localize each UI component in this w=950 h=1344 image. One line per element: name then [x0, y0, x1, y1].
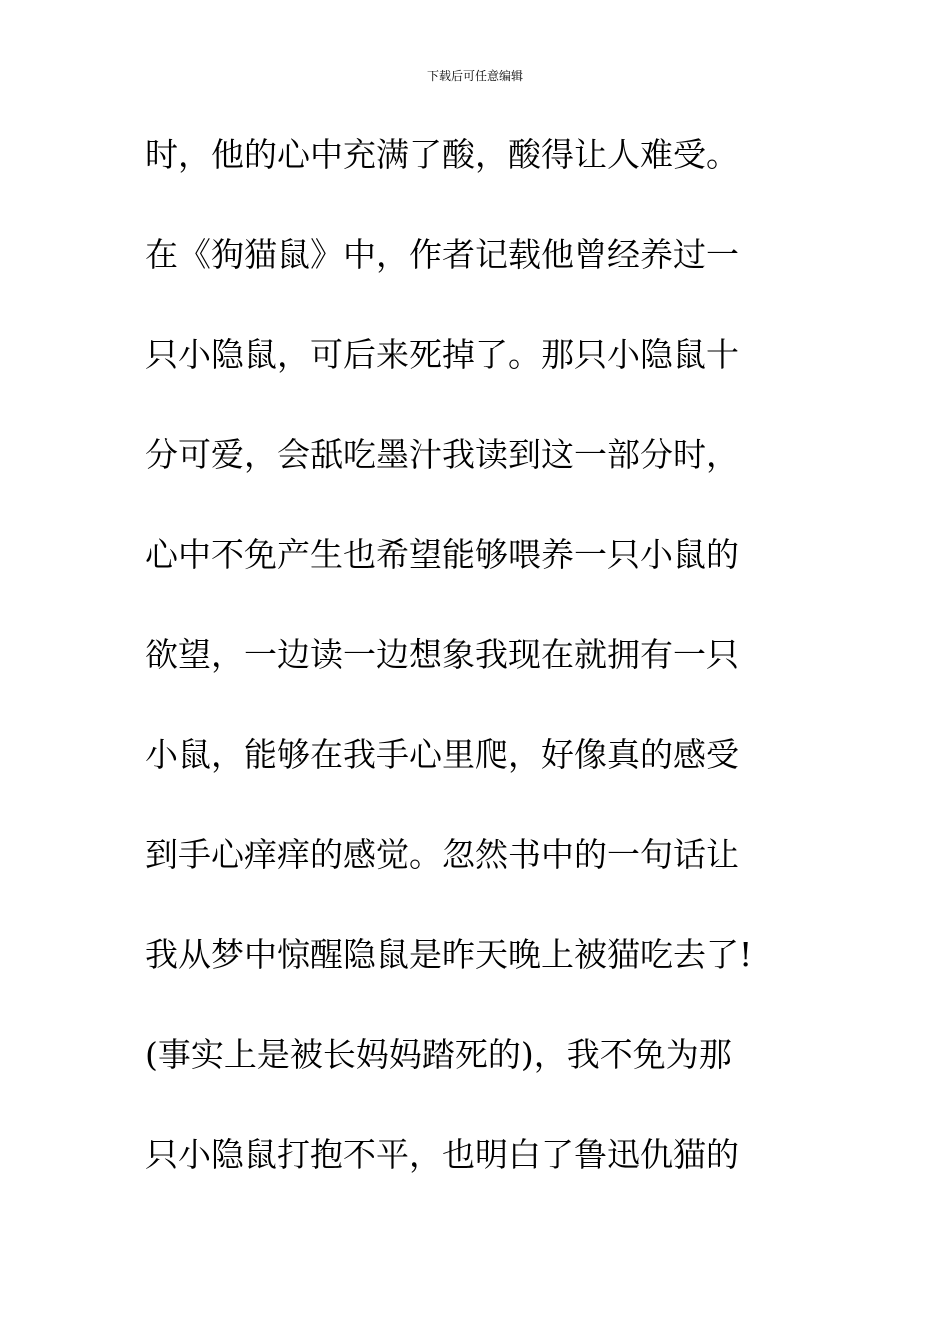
text-line: 心中不免产生也希望能够喂养一只小鼠的	[145, 535, 739, 574]
text-line: 到手心痒痒的感觉。忽然书中的一句话让	[145, 835, 739, 874]
page-header-note: 下载后可任意编辑	[426, 69, 523, 83]
text-line: 我从梦中惊醒隐鼠是昨天晚上被猫吃去了!	[145, 935, 753, 974]
text-line: 欲望，一边读一边想象我现在就拥有一只	[145, 635, 739, 674]
text-line: 在《狗猫鼠》中，作者记载他曾经养过一	[145, 235, 739, 274]
text-line: 只小隐鼠，可后来死掉了。那只小隐鼠十	[145, 335, 739, 374]
body-text	[145, 125, 805, 1225]
text-line: (事实上是被长妈妈踏死的)，我不免为那	[145, 1035, 732, 1074]
text-line: 只小隐鼠打抱不平，也明白了鲁迅仇猫的	[145, 1135, 739, 1174]
text-line: 时，他的心中充满了酸，酸得让人难受。	[145, 135, 739, 174]
text-line: 小鼠，能够在我手心里爬，好像真的感受	[145, 735, 739, 774]
text-line: 分可爱，会舐吃墨汁我读到这一部分时，	[145, 435, 739, 474]
